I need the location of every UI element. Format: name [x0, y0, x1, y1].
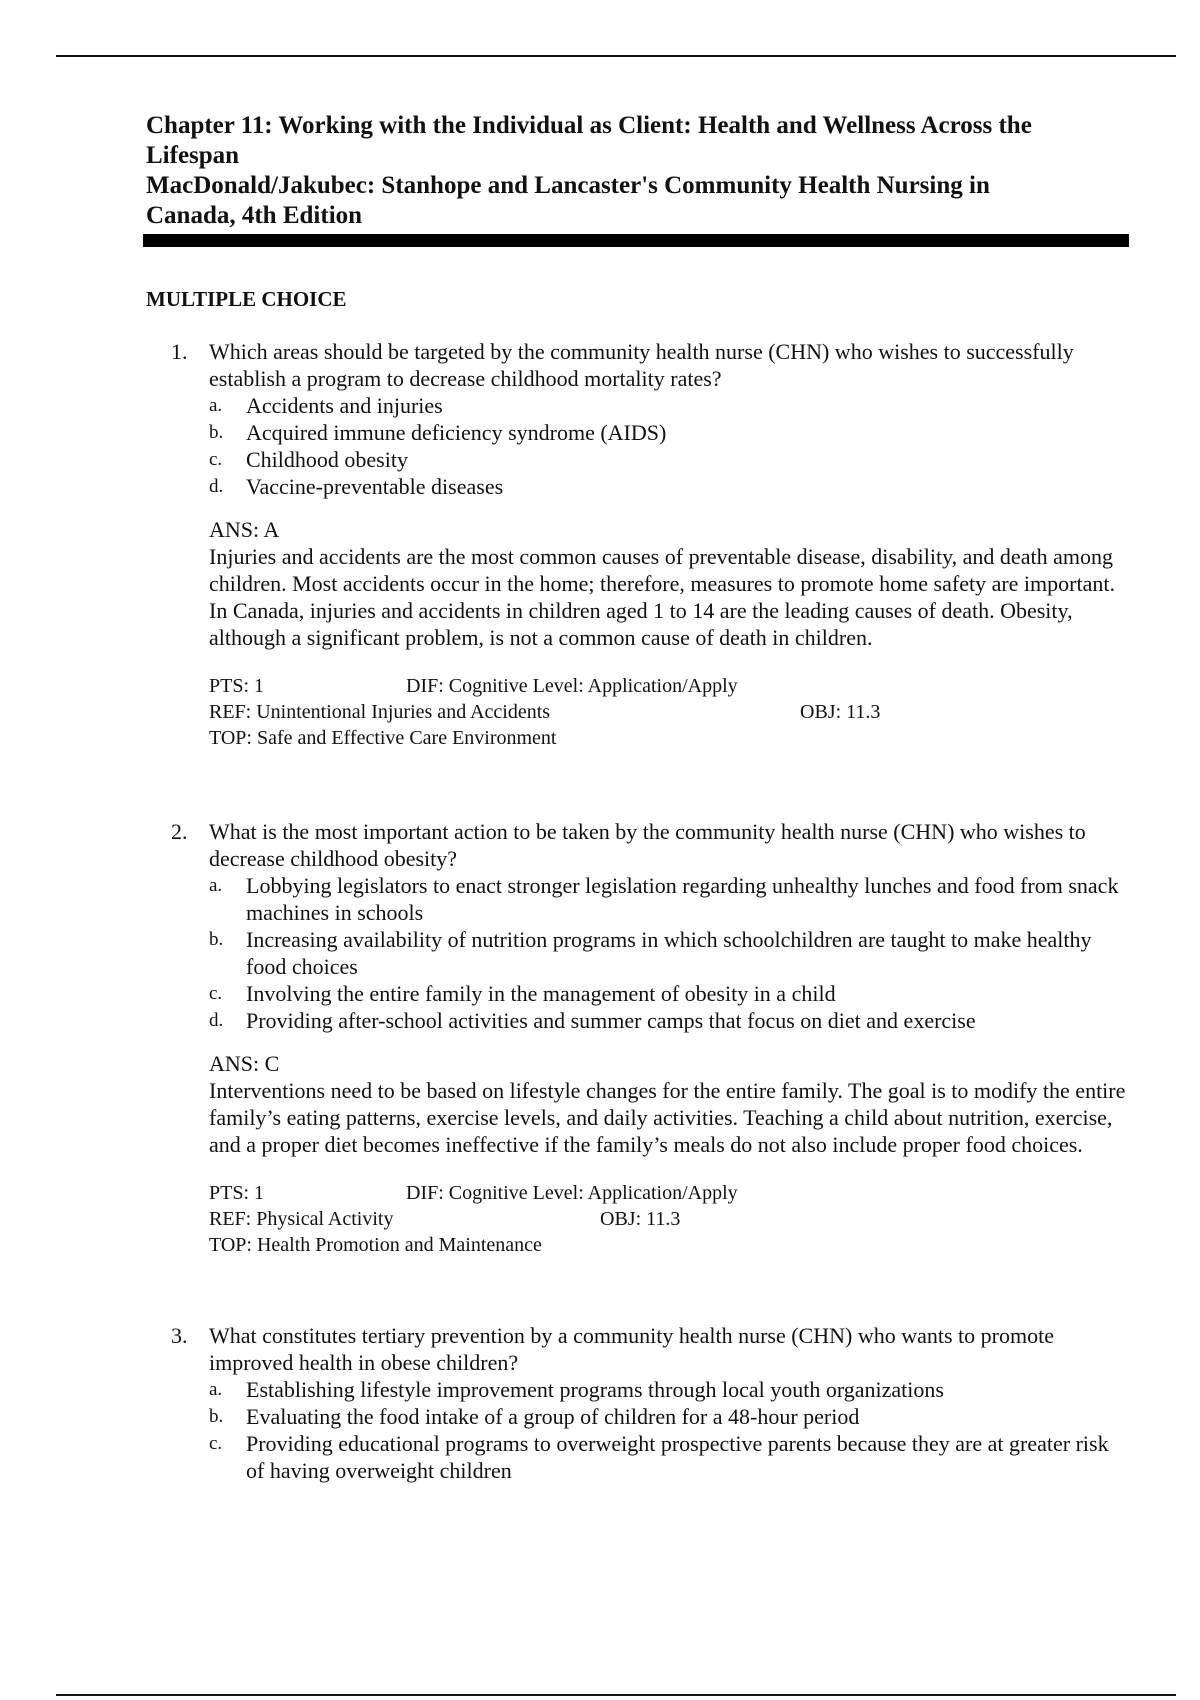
question-stem: Which areas should be targeted by the community health nurse (CHN) who wishes to successfully establish a program to decrease childhood mortality rates?	[209, 339, 1074, 391]
points: PTS: 1	[209, 675, 265, 697]
option-a	[209, 872, 1131, 926]
option-text: Increasing availability of nutrition programs in which schoolchildren are taught to make healthy food choices	[246, 927, 1092, 979]
option-letter: c.	[209, 449, 223, 470]
reference: REF: Physical Activity	[209, 1208, 394, 1230]
option-d	[209, 1007, 1131, 1034]
option-text: Involving the entire family in the management of obesity in a child	[246, 981, 836, 1006]
objective: OBJ: 11.3	[600, 1208, 681, 1230]
section-title: MULTIPLE CHOICE	[146, 287, 347, 311]
question-stem: What is the most important action to be taken by the community health nurse (CHN) who wishes to decrease childhood obesity?	[209, 819, 1086, 871]
difficulty: DIF: Cognitive Level: Application/Apply	[406, 675, 738, 697]
option-b	[209, 1403, 1131, 1430]
option-b	[209, 419, 1131, 446]
question-number: 2.	[171, 819, 188, 844]
bottom-rule	[56, 1694, 1176, 1696]
option-letter: a.	[209, 1379, 223, 1400]
option-letter: b.	[209, 929, 224, 950]
question-number: 1.	[171, 339, 188, 364]
option-letter: d.	[209, 476, 224, 497]
option-letter: d.	[209, 1010, 224, 1031]
option-text: Accidents and injuries	[246, 393, 443, 418]
option-a	[209, 392, 1131, 419]
option-b	[209, 926, 1131, 980]
points: PTS: 1	[209, 1182, 265, 1204]
top-rule	[56, 55, 1176, 57]
difficulty: DIF: Cognitive Level: Application/Apply	[406, 1182, 738, 1204]
chapter-title-line-1: Chapter 11: Working with the Individual as Client: Health and Wellness Across the	[146, 112, 1032, 139]
option-letter: c.	[209, 1433, 223, 1454]
header-divider	[143, 234, 1129, 247]
option-letter: a.	[209, 875, 223, 896]
book-title-line-1: MacDonald/Jakubec: Stanhope and Lancaster's Community Health Nursing in	[146, 172, 990, 199]
document-header	[146, 111, 1126, 231]
question-metadata	[209, 1180, 1131, 1258]
option-text: Acquired immune deficiency syndrome (AIDS)	[246, 420, 667, 445]
option-c	[209, 980, 1131, 1007]
option-letter: b.	[209, 422, 224, 443]
question-3	[171, 1322, 1131, 1484]
option-text: Evaluating the food intake of a group of children for a 48-hour period	[246, 1404, 860, 1429]
question-metadata	[209, 673, 1131, 751]
option-text: Establishing lifestyle improvement programs through local youth organizations	[246, 1377, 944, 1402]
option-text: Providing after-school activities and summer camps that focus on diet and exercise	[246, 1008, 976, 1033]
chapter-title-line-2: Lifespan	[146, 142, 240, 169]
answer-rationale: Interventions need to be based on lifestyle changes for the entire family. The goal is to modify the entire family’s eating patterns, exercise levels, and daily activities. Teaching a child about nutrition, exercise, and a proper diet becomes ineffective if the family’s meals do not also include proper food choices.	[209, 1078, 1126, 1157]
question-stem: What constitutes tertiary prevention by a community health nurse (CHN) who wants to promote improved health in obese children?	[209, 1323, 1054, 1375]
book-title-line-2: Canada, 4th Edition	[146, 202, 363, 229]
question-2	[171, 818, 1131, 1258]
option-text: Childhood obesity	[246, 447, 408, 472]
answer-key: ANS: A	[209, 517, 280, 542]
objective: OBJ: 11.3	[800, 701, 881, 723]
option-text: Vaccine-preventable diseases	[246, 474, 504, 499]
option-text: Lobbying legislators to enact stronger legislation regarding unhealthy lunches and food from snack machines in schools	[246, 873, 1119, 925]
option-c	[209, 446, 1131, 473]
question-1	[171, 338, 1131, 751]
answer-key: ANS: C	[209, 1051, 280, 1076]
reference: REF: Unintentional Injuries and Accidents	[209, 701, 551, 723]
option-c	[209, 1430, 1131, 1484]
option-text: Providing educational programs to overweight prospective parents because they are at greater risk of having overweight children	[246, 1431, 1109, 1483]
option-a	[209, 1376, 1131, 1403]
option-letter: c.	[209, 983, 223, 1004]
option-letter: b.	[209, 1406, 224, 1427]
answer-rationale: Injuries and accidents are the most common causes of preventable disease, disability, and death among children. Most accidents occur in the home; therefore, measures to promote home safety are important. In Canada, injuries and accidents in children aged 1 to 14 are the leading causes of death. Obesity, although a significant problem, is not a common cause of death in children.	[209, 544, 1115, 650]
option-d	[209, 473, 1131, 500]
topic: TOP: Safe and Effective Care Environment	[209, 727, 557, 749]
question-number: 3.	[171, 1323, 188, 1348]
topic: TOP: Health Promotion and Maintenance	[209, 1234, 542, 1256]
option-letter: a.	[209, 395, 223, 416]
